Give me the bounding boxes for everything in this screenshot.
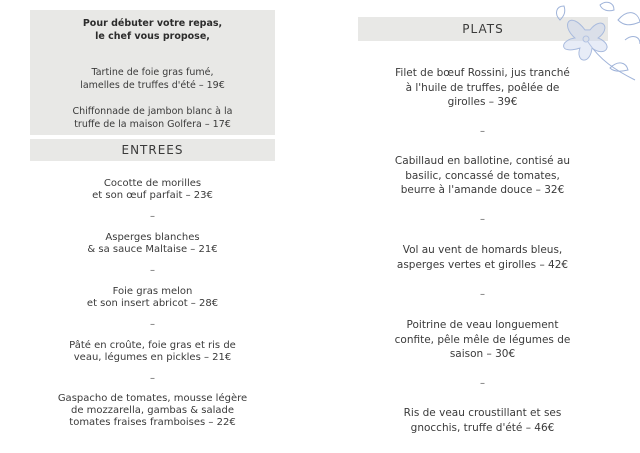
entree-separator: –	[150, 211, 155, 222]
plat-separator: –	[480, 126, 485, 137]
entree-dish: Asperges blanches & sa sauce Maltaise – 21€	[87, 232, 218, 255]
plats-heading: PLATS	[358, 17, 608, 41]
plat-dish: Ris de veau croustillant et ses gnocchis, truffe d'été – 46€	[403, 407, 562, 434]
entree-separator: –	[150, 319, 155, 330]
entree-dish: Cocotte de morilles et son œuf parfait – 23€	[92, 178, 213, 201]
entree-dish: Pâté en croûte, foie gras et ris de veau, légumes en pickles – 21€	[69, 340, 236, 363]
chef-item: Tartine de foie gras fumé, lamelles de truffes d'été – 19€	[80, 67, 225, 91]
plat-separator: –	[480, 214, 485, 225]
plat-separator: –	[480, 289, 485, 300]
entree-separator: –	[150, 265, 155, 276]
chef-item: Chiffonnade de jambon blanc à la truffe de la maison Golfera – 17€	[72, 106, 233, 130]
entree-dish: Foie gras melon et son insert abricot – 28€	[86, 286, 219, 309]
flower-illustration	[530, 0, 640, 95]
plat-dish: Vol au vent de homards bleus, asperges vertes et girolles – 42€	[396, 244, 569, 271]
plat-separator: –	[480, 378, 485, 389]
plat-dish: Filet de bœuf Rossini, jus tranché à l'huile de truffes, poêlée de girolles – 39€	[395, 67, 570, 108]
entree-dish: Gaspacho de tomates, mousse légère de mozzarella, gambas & salade tomates fraises framboises – 22€	[57, 393, 248, 428]
chef-suggestions-box	[30, 10, 275, 135]
plat-dish: Cabillaud en ballotine, contisé au basilic, concassé de tomates, beurre à l'amande douce – 32€	[394, 155, 571, 196]
chef-suggestions-title: Pour débuter votre repas, le chef vous propose,	[82, 18, 223, 42]
plat-dish: Poitrine de veau longuement confite, pêle mêle de légumes de saison – 30€	[394, 319, 571, 360]
entree-separator: –	[150, 373, 155, 384]
entrees-heading: ENTREES	[30, 139, 275, 161]
